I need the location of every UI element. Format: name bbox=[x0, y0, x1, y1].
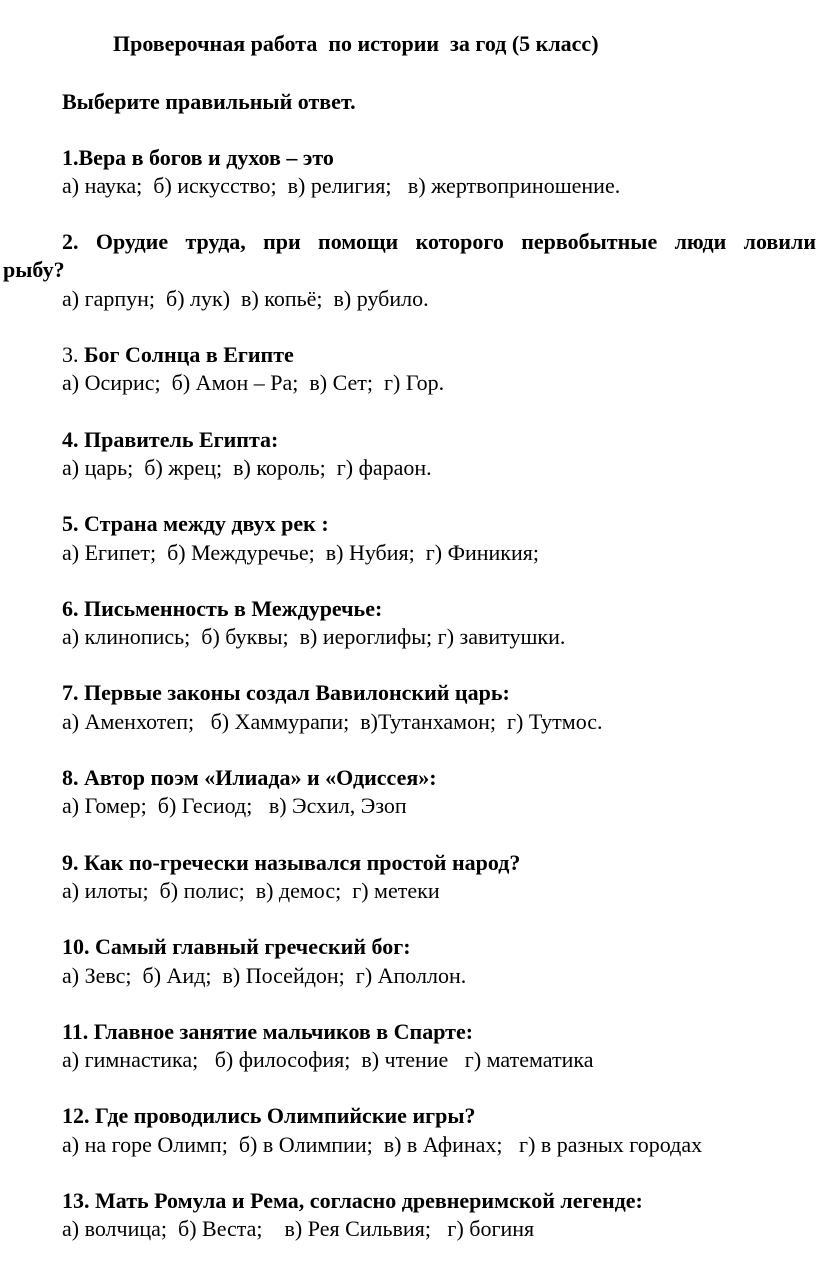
question-answers: а) гимнастика; б) философия; в) чтение г) математика bbox=[62, 1047, 594, 1073]
question-number: 10. bbox=[62, 934, 95, 960]
question-answers: а) волчица; б) Веста; в) Рея Сильвия; г) богиня bbox=[62, 1216, 535, 1242]
question-block bbox=[0, 764, 816, 821]
question-heading bbox=[62, 1018, 816, 1046]
question-heading bbox=[62, 228, 816, 256]
question-title: Письменность в Междуречье: bbox=[84, 595, 383, 621]
question-title: Мать Ромула и Рема, согласно древнеримской легенде: bbox=[95, 1188, 643, 1214]
question-heading bbox=[62, 341, 816, 369]
question-answers: а) Египет; б) Междуречье; в) Нубия; г) Финикия; bbox=[62, 539, 539, 565]
question-block bbox=[0, 510, 816, 567]
question-block bbox=[0, 1102, 816, 1159]
question-heading bbox=[62, 144, 816, 172]
question-block bbox=[0, 679, 816, 736]
question-answers: а) на горе Олимп; б) в Олимпии; в) в Афинах; г) в разных городах bbox=[62, 1131, 703, 1157]
question-title: Как по-гречески назывался простой народ? bbox=[84, 849, 521, 875]
question-title: Главное занятие мальчиков в Спарте: bbox=[93, 1018, 474, 1044]
question-answers: а) Гомер; б) Гесиод; в) Эсхил, Эзоп bbox=[62, 793, 407, 819]
question-title: Первые законы создал Вавилонский царь: bbox=[84, 680, 510, 706]
question-number: 3. bbox=[62, 342, 84, 368]
question-block bbox=[0, 849, 816, 906]
question-block bbox=[0, 341, 816, 398]
question-heading bbox=[62, 1187, 816, 1215]
question-block bbox=[0, 933, 816, 990]
question-number: 4. bbox=[62, 426, 84, 452]
question-block bbox=[0, 595, 816, 652]
question-title: Вера в богов и духов – это bbox=[78, 144, 334, 170]
question-answers: а) царь; б) жрец; в) король; г) фараон. bbox=[62, 454, 432, 480]
question-answers: а) илоты; б) полис; в) демос; г) метеки bbox=[62, 877, 440, 903]
question-block bbox=[0, 426, 816, 483]
question-heading bbox=[62, 933, 816, 961]
document-title: Проверочная работа по истории за год (5 класс) bbox=[113, 31, 599, 56]
question-title-continued: рыбу? bbox=[3, 257, 65, 283]
instruction-text: Выберите правильный ответ. bbox=[62, 89, 356, 115]
question-answers: а) наука; б) искусство; в) религия; в) жертвоприношение. bbox=[62, 172, 621, 198]
question-heading bbox=[62, 510, 816, 538]
question-answers: а) клинопись; б) буквы; в) иероглифы; г) завитушки. bbox=[62, 624, 566, 650]
question-number: 12. bbox=[62, 1103, 95, 1129]
question-title: Автор поэм «Илиада» и «Одиссея»: bbox=[84, 765, 437, 791]
question-heading bbox=[62, 679, 816, 707]
question-heading bbox=[62, 1102, 816, 1130]
question-title: Самый главный греческий бог: bbox=[95, 934, 411, 960]
question-answers: а) гарпун; б) лук) в) копьё; в) рубило. bbox=[62, 285, 429, 311]
question-block bbox=[0, 1018, 816, 1075]
question-title: Страна между двух рек : bbox=[84, 511, 329, 537]
question-number: 1. bbox=[62, 144, 79, 170]
question-block bbox=[0, 1187, 816, 1244]
question-answers: а) Аменхотеп; б) Хаммурапи; в)Тутанхамон; г) Тутмос. bbox=[62, 708, 603, 734]
question-answers: а) Зевс; б) Аид; в) Посейдон; г) Аполлон. bbox=[62, 962, 467, 988]
question-heading bbox=[62, 764, 816, 792]
question-title: Бог Солнца в Египте bbox=[84, 342, 294, 368]
question-title: Где проводились Олимпийские игры? bbox=[95, 1103, 476, 1129]
question-number: 5. bbox=[62, 511, 84, 537]
questions-list bbox=[0, 144, 816, 1244]
question-number: 13. bbox=[62, 1188, 95, 1214]
question-number: 6. bbox=[62, 595, 84, 621]
question-number: 2. bbox=[62, 229, 96, 255]
question-number: 9. bbox=[62, 849, 84, 875]
question-number: 11. bbox=[62, 1018, 94, 1044]
question-block bbox=[0, 228, 816, 313]
question-answers: а) Осирис; б) Амон – Ра; в) Сет; г) Гор. bbox=[62, 370, 445, 396]
question-heading bbox=[62, 426, 816, 454]
question-number: 7. bbox=[62, 680, 84, 706]
question-heading bbox=[62, 595, 816, 623]
question-number: 8. bbox=[62, 765, 84, 791]
question-title: Орудие труда, при помощи которого первобытные люди ловили bbox=[95, 229, 816, 255]
question-title: Правитель Египта: bbox=[84, 426, 279, 452]
question-heading bbox=[62, 849, 816, 877]
question-block bbox=[0, 144, 816, 201]
